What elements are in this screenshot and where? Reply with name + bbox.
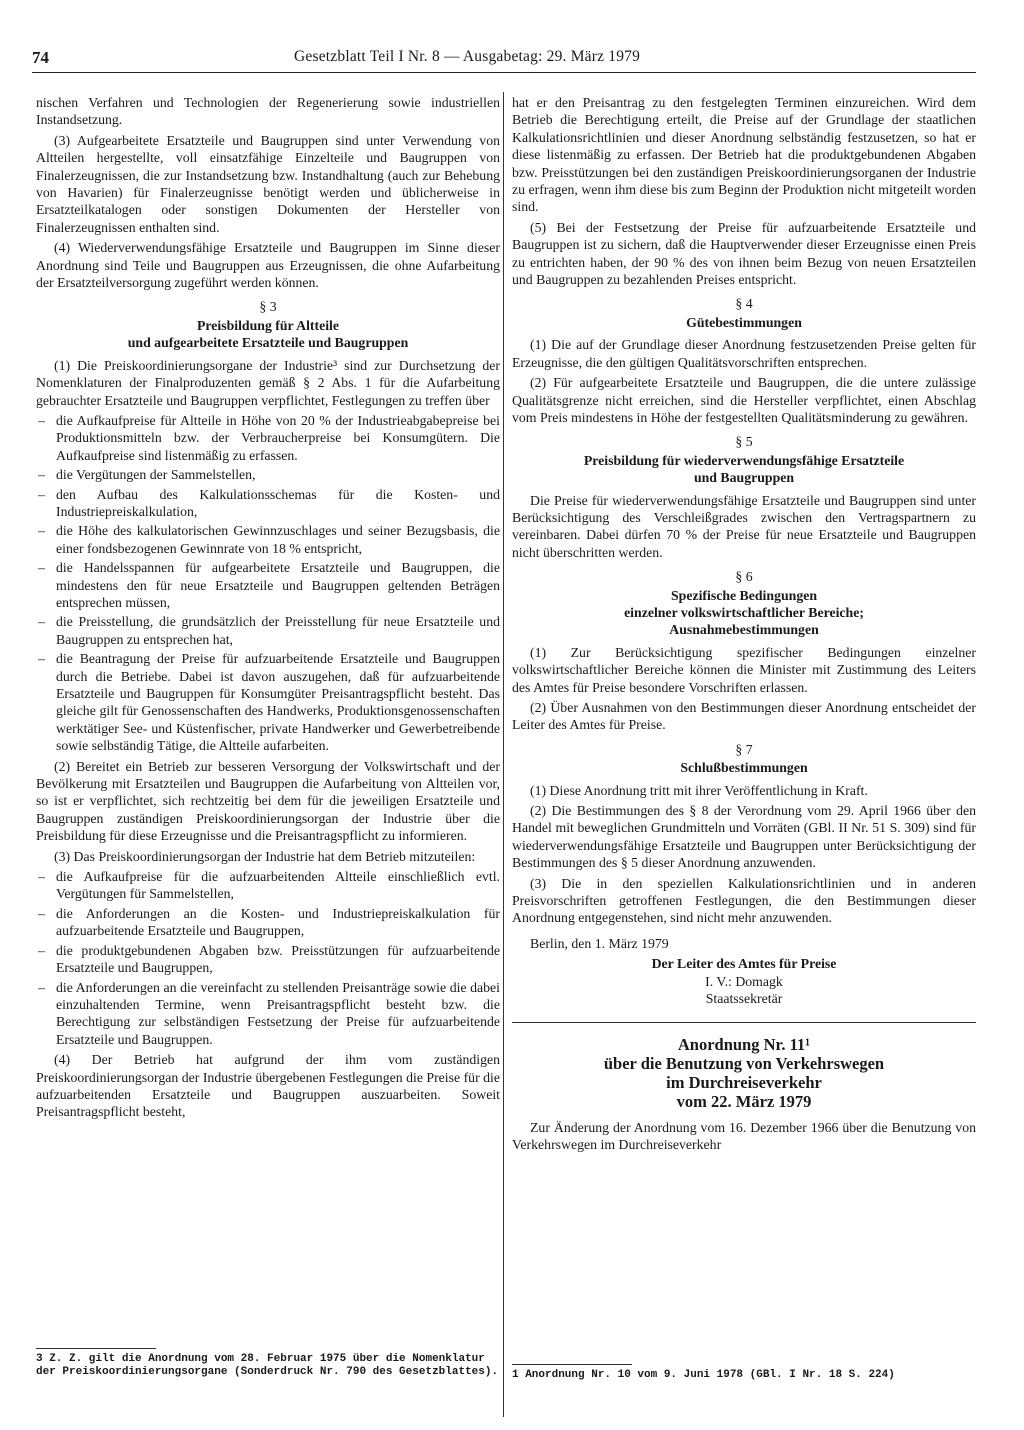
section-title-line: Spezifische Bedingungen [670, 587, 818, 603]
ordinance-title-line: im Durchreiseverkehr [666, 1072, 822, 1092]
paragraph: (4) Der Betrieb hat aufgrund der ihm vom zuständigen Preiskoordinierungsorgan der Industrie übergebenen Festlegungen die Preise für die aufzuarbeitenden Ersatzteile und Baugruppen auszuarbeiten. Soweit Preisantragspflicht besteht, [36, 1052, 500, 1120]
section-title-line: und aufgearbeitete Ersatzteile und Baugruppen [127, 335, 409, 351]
section-title [512, 452, 976, 487]
paragraph: Zur Änderung der Anordnung vom 16. Dezember 1966 über die Benutzung von Verkehrswegen im Durchreiseverkehr [512, 1119, 976, 1152]
section-number: § 3 [259, 299, 277, 315]
section-number: § 6 [735, 569, 753, 585]
ordinance-title-line: Anordnung Nr. 11¹ [677, 1034, 811, 1054]
section-title-line: Preisbildung für Altteile [196, 317, 340, 333]
section-title [512, 587, 976, 639]
paragraph: nischen Verfahren und Technologien der Regenerierung sowie industriellen Instandsetzung. [36, 95, 500, 128]
section-number: § 7 [735, 741, 753, 757]
right-column [512, 94, 976, 1156]
dash-list [36, 868, 500, 1048]
paragraph: (2) Bereitet ein Betrieb zur besseren Versorgung der Volkswirtschaft und der Bevölkerung mit Ersatzteilen und Baugruppen die Aufarbeitung von Altteilen vor, so ist er verpflichtet, sich rechtzeitig bei dem für die jeweiligen Ersatzteile und Baugruppen zuständigen Preiskoordinierungsorgan der Industrie über die Preisbildung für diese Erzeugnisse und die Preisantragspflicht zu informieren. [36, 758, 500, 844]
section-title [36, 317, 500, 352]
page-header [32, 46, 976, 73]
paragraph: (1) Die auf der Grundlage dieser Anordnung festzusetzenden Preise gelten für Erzeugnisse, die den gültigen Qualitätsvorschriften entsprechen. [512, 337, 976, 370]
ordinance-title-line: über die Benutzung von Verkehrswegen [603, 1053, 885, 1073]
section-title-line: und Baugruppen [693, 470, 795, 486]
list-item: – die Anforderungen an die vereinfacht zu stellenden Preisanträge sowie die dabei einzuhaltenden Termine, wenn Preisantragspflicht besteht bzw. die Berechtigung zur selbständigen Festsetzung der Preise für aufzuarbeitende Ersatzteile und Baugruppen. [36, 979, 500, 1049]
list-item: – die Aufkaufpreise für die aufzuarbeitenden Altteile einschließlich evtl. Vergütungen für Sammelstellen, [36, 868, 500, 903]
footnote: 3 Z. Z. gilt die Anordnung vom 28. Februar 1975 über die Nomenklatur der Preiskoordinierungsorgane (Sonderdruck Nr. 790 des Gesetzblattes). [36, 1353, 499, 1378]
section-number: § 5 [735, 434, 753, 450]
paragraph: (2) Für aufgearbeitete Ersatzteile und Baugruppen, die die untere zulässige Qualitätsgrenze nicht erreichen, sind die Hersteller verpflichtet, einen Abschlag vom Preis mindestens in Höhe der festgestellten Qualitätsminderung zu gewähren. [512, 375, 976, 425]
page-number: 74 [32, 48, 49, 67]
paragraph: (3) Aufgearbeitete Ersatzteile und Baugruppen sind unter Verwendung von Altteilen hergestellte, voll einsatzfähige Einzelteile und Baugruppen von Finalerzeugnissen, die zur Instandsetzung bzw. Instandhaltung (auch zur Behebung von Havarien) für Finalerzeugnisse benötigt werden und üblicherweise in Ersatzteilkatalogen oder sonstigen Dokumenten der Hersteller von Finalerzeugnissen enthalten sind. [36, 132, 500, 235]
paragraph: (2) Über Ausnahmen von den Bestimmungen dieser Anordnung entscheidet der Leiter des Amtes für Preise. [512, 700, 976, 733]
list-item: – den Aufbau des Kalkulationsschemas für die Kosten- und Industriepreiskalkulation, [36, 486, 500, 521]
footnote-rule [512, 1364, 632, 1365]
section-title-line: Ausnahmebestimmungen [669, 622, 819, 638]
paragraph: (3) Das Preiskoordinierungsorgan der Industrie hat dem Betrieb mitzuteilen: [54, 848, 476, 864]
paragraph: (1) Diese Anordnung tritt mit ihrer Veröffentlichung in Kraft. [530, 782, 868, 798]
left-column [36, 94, 500, 1124]
list-item: – die Vergütungen der Sammelstellen, [36, 466, 500, 483]
paragraph: (2) Die Bestimmungen des § 8 der Verordnung vom 29. April 1966 über den Handel mit beweglichen Grundmitteln und Vorräten (GBl. II Nr. 51 S. 309) sind für wiederverwendungsfähige Ersatzteile und Baugruppen unter Berücksichtigung der Bestimmungen des § 5 dieser Anordnung anzuwenden. [512, 803, 976, 871]
list-item: – die Aufkaufpreise für Altteile in Höhe von 20 % der Industrieabgabepreise bei Produktionsmitteln bzw. der Verbraucherpreise bei Konsumgütern. Die Aufkaufpreise sind listenmäßig zu erfassen. [36, 412, 500, 464]
section-title-line: Preisbildung für wiederverwendungsfähige Ersatzteile [583, 452, 905, 468]
column-divider [503, 92, 504, 1417]
running-title: Gesetzblatt Teil I Nr. 8 — Ausgabetag: 29. März 1979 [294, 48, 641, 65]
list-item: – die Preisstellung, die grundsätzlich der Preisstellung für neue Ersatzteile und Baugruppen zu entsprechen hat, [36, 613, 500, 648]
paragraph: Die Preise für wiederverwendungsfähige Ersatzteile und Baugruppen sind unter Berücksichtigung des Verschleißgrades zwischen den Vertragspartnern zu vereinbaren. Dabei dürfen 70 % der Preise für neue Ersatzteile und Baugruppen nicht überschritten werden. [512, 492, 976, 560]
footnote: 1 Anordnung Nr. 10 vom 9. Juni 1978 (GBl. I Nr. 18 S. 224) [512, 1369, 895, 1381]
footnote-rule [36, 1348, 156, 1349]
dash-list [36, 412, 500, 755]
paragraph: (4) Wiederverwendungsfähige Ersatzteile und Baugruppen im Sinne dieser Anordnung sind Teile und Baugruppen aus Erzeugnissen, die ohne Aufarbeitung der Ersatzteilversorgung zugeführt werden können. [36, 240, 500, 291]
list-item: – die Beantragung der Preise für aufzuarbeitende Ersatzteile und Baugruppen durch die Betriebe. Dabei ist davon auszugehen, daß für aufzuarbeitende Ersatzteile und Baugruppen für Konsumgüter Preisantragspflicht besteht. Das gleiche gilt für Genossenschaften des Handwerks, Produktionsgenossenschaften werktätiger See- und Küstenfischer, private Handwerker und Gewerbetreibende sowie selbständig Tätige, die Altteile aufarbeiten. [36, 650, 500, 754]
paragraph: (3) Die in den speziellen Kalkulationsrichtlinien und in anderen Preisvorschriften getroffenen Festlegungen, die den Bestimmungen dieser Anordnung entgegenstehen, sind nicht mehr anzuwenden. [512, 875, 976, 926]
paragraph: (5) Bei der Festsetzung der Preise für aufzuarbeitende Ersatzteile und Baugruppen ist zu sichern, daß die Hauptverwender dieser Erzeugnisse einen Preis zu entrichten haben, der 90 % des von ihnen beim Bezug von neuen Ersatzteilen und Baugruppen zu bezahlenden Preises entspricht. [512, 219, 976, 288]
new-ordinance [512, 1022, 976, 1154]
ordinance-title-line: vom 22. März 1979 [676, 1091, 812, 1111]
footnote-block [36, 1342, 500, 1379]
footnote-block [512, 1358, 976, 1382]
section-title-line: einzelner volkswirtschaftlicher Bereiche; [624, 604, 864, 620]
date-line: Berlin, den 1. März 1979 [530, 935, 669, 951]
paragraph: (1) Die Preiskoordinierungsorgane der Industrie³ sind zur Durchsetzung der Nomenklaturen der Finalproduzenten gemäß § 2 Abs. 1 für die Aufarbeitung gebrauchter Ersatzteile und Baugruppen verpflichtet, Festlegungen zu treffen über [36, 357, 500, 408]
signature-name: I. V.: Domagk [705, 973, 783, 989]
signature-office: Der Leiter des Amtes für Preise [651, 956, 837, 972]
section-title: Schlußbestimmungen [680, 760, 808, 776]
list-item: – die Anforderungen an die Kosten- und Industriepreiskalkulation für aufzuarbeitende Ersatzteile und Baugruppen, [36, 905, 500, 940]
signature-rank: Staatssekretär [705, 991, 783, 1007]
list-item: – die produktgebundenen Abgaben bzw. Preisstützungen für aufzuarbeitende Ersatzteile und Baugruppen, [36, 942, 500, 977]
section-number: § 4 [735, 296, 753, 312]
paragraph: hat er den Preisantrag zu den festgelegten Terminen einzureichen. Wird dem Betrieb die Berechtigung erteilt, die Preise auf der Grundlage der staatlichen Kalkulationsrichtlinien und dieser Anordnung selbständig festzusetzen, so hat er diese listenmäßig zu erfassen. Der Betrieb hat die produktgebundenen Abgaben bzw. Preisstützungen bei den zuständigen Preiskoordinierungsorganen der Industrie zu erfragen, wenn ihm diese bis zum Beginn der Produktion nicht mitgeteilt worden sind. [512, 95, 977, 215]
list-item: – die Handelsspannen für aufgearbeitete Ersatzteile und Baugruppen, die mindestens den für neue Ersatzteile und Baugruppen geltenden Beträgen entsprechen müssen, [36, 559, 500, 611]
paragraph: (1) Zur Berücksichtigung spezifischer Bedingungen einzelner volkswirtschaftlicher Bereiche können die Minister mit Zustimmung des Leiters des Amtes für Preise besondere Vorschriften erlassen. [512, 644, 976, 695]
list-item: – die Höhe des kalkulatorischen Gewinnzuschlages und seiner Bezugsbasis, die einer fondsbezogenen Gewinnrate von 18 % entspricht, [36, 522, 500, 557]
section-title: Gütebestimmungen [686, 314, 802, 330]
